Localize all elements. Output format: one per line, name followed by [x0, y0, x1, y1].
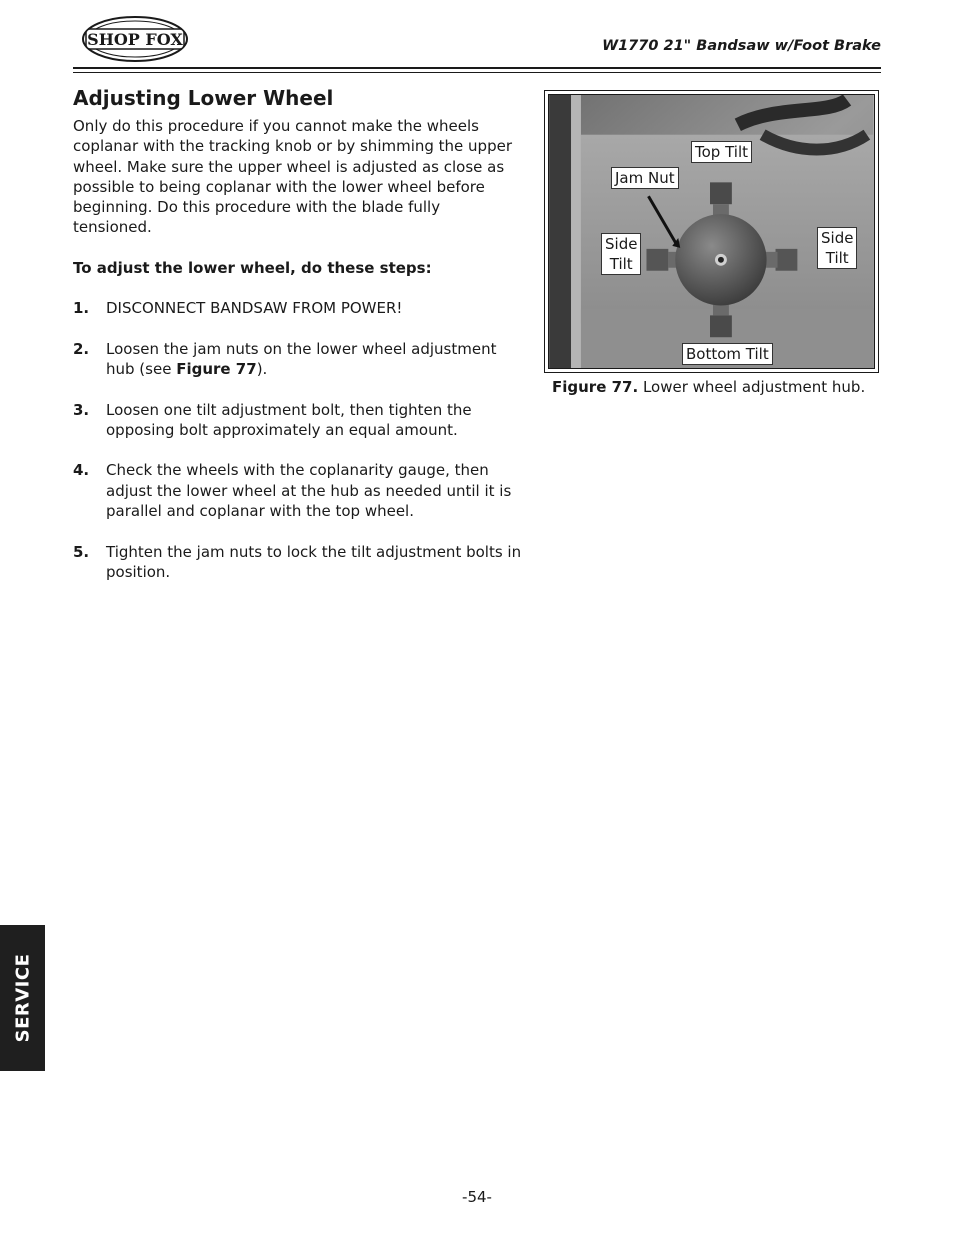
step-text: Loosen one tilt adjustment bolt, then tighten the opposing bolt approximately an equal amount.	[106, 400, 472, 439]
logo-graphic	[80, 14, 190, 64]
callout-line: Side	[821, 229, 854, 247]
instructions-column	[73, 116, 523, 603]
callout-line: Side	[605, 235, 638, 253]
callout-side-tilt-left	[601, 233, 641, 275]
step-3	[73, 400, 523, 441]
step-text: Tighten the jam nuts to lock the tilt adjustment bolts in position.	[106, 542, 522, 581]
callout-side-tilt-right	[817, 227, 857, 269]
callout-bottom-tilt: Bottom Tilt	[682, 343, 773, 365]
step-text: Loosen the jam nuts on the lower wheel adjustment hub (see	[106, 339, 497, 378]
step-5	[73, 542, 523, 583]
caption-text: Lower wheel adjustment hub.	[642, 378, 866, 396]
header-rule	[73, 67, 881, 69]
step-text-end: ).	[256, 359, 268, 378]
figure-reference: Figure 77	[176, 359, 257, 378]
step-text: DISCONNECT BANDSAW FROM POWER!	[106, 299, 403, 318]
svg-text:SHOP FOX: SHOP FOX	[87, 30, 183, 49]
step-number: 1.	[73, 299, 90, 318]
figure-caption	[552, 378, 865, 396]
document-title: W1770 21" Bandsaw w/Foot Brake	[602, 38, 881, 54]
caption-label: Figure 77.	[552, 378, 639, 396]
callout-line: Tilt	[825, 249, 849, 267]
step-2	[73, 339, 523, 380]
step-1	[73, 298, 523, 318]
step-number: 5.	[73, 542, 90, 561]
step-number: 4.	[73, 461, 90, 480]
section-tab	[0, 925, 45, 1071]
callout-jam-nut: Jam Nut	[611, 167, 679, 189]
callout-top-tilt: Top Tilt	[691, 141, 752, 163]
page-number: -54-	[462, 1188, 492, 1206]
header-rule-thin	[73, 72, 881, 73]
figure-77	[544, 90, 879, 373]
step-4	[73, 460, 523, 521]
section-title: Adjusting Lower Wheel	[73, 86, 334, 110]
callout-line: Tilt	[609, 255, 633, 273]
shop-fox-logo	[80, 14, 190, 64]
step-number: 3.	[73, 400, 90, 419]
section-tab-label: SERVICE	[12, 953, 33, 1043]
step-text: Check the wheels with the coplanarity gauge, then adjust the lower wheel at the hub as needed until it is parallel and coplanar with the top wheel.	[106, 461, 512, 521]
intro-paragraph: Only do this procedure if you cannot make the wheels coplanar with the tracking knob or by shimming the upper wheel. Make sure the upper wheel is adjusted as close as possible to being coplanar with the lower wheel before beginning. Do this procedure with the blade fully tensioned.	[73, 117, 512, 237]
step-number: 2.	[73, 339, 90, 358]
steps-heading: To adjust the lower wheel, do these steps:	[73, 258, 432, 277]
